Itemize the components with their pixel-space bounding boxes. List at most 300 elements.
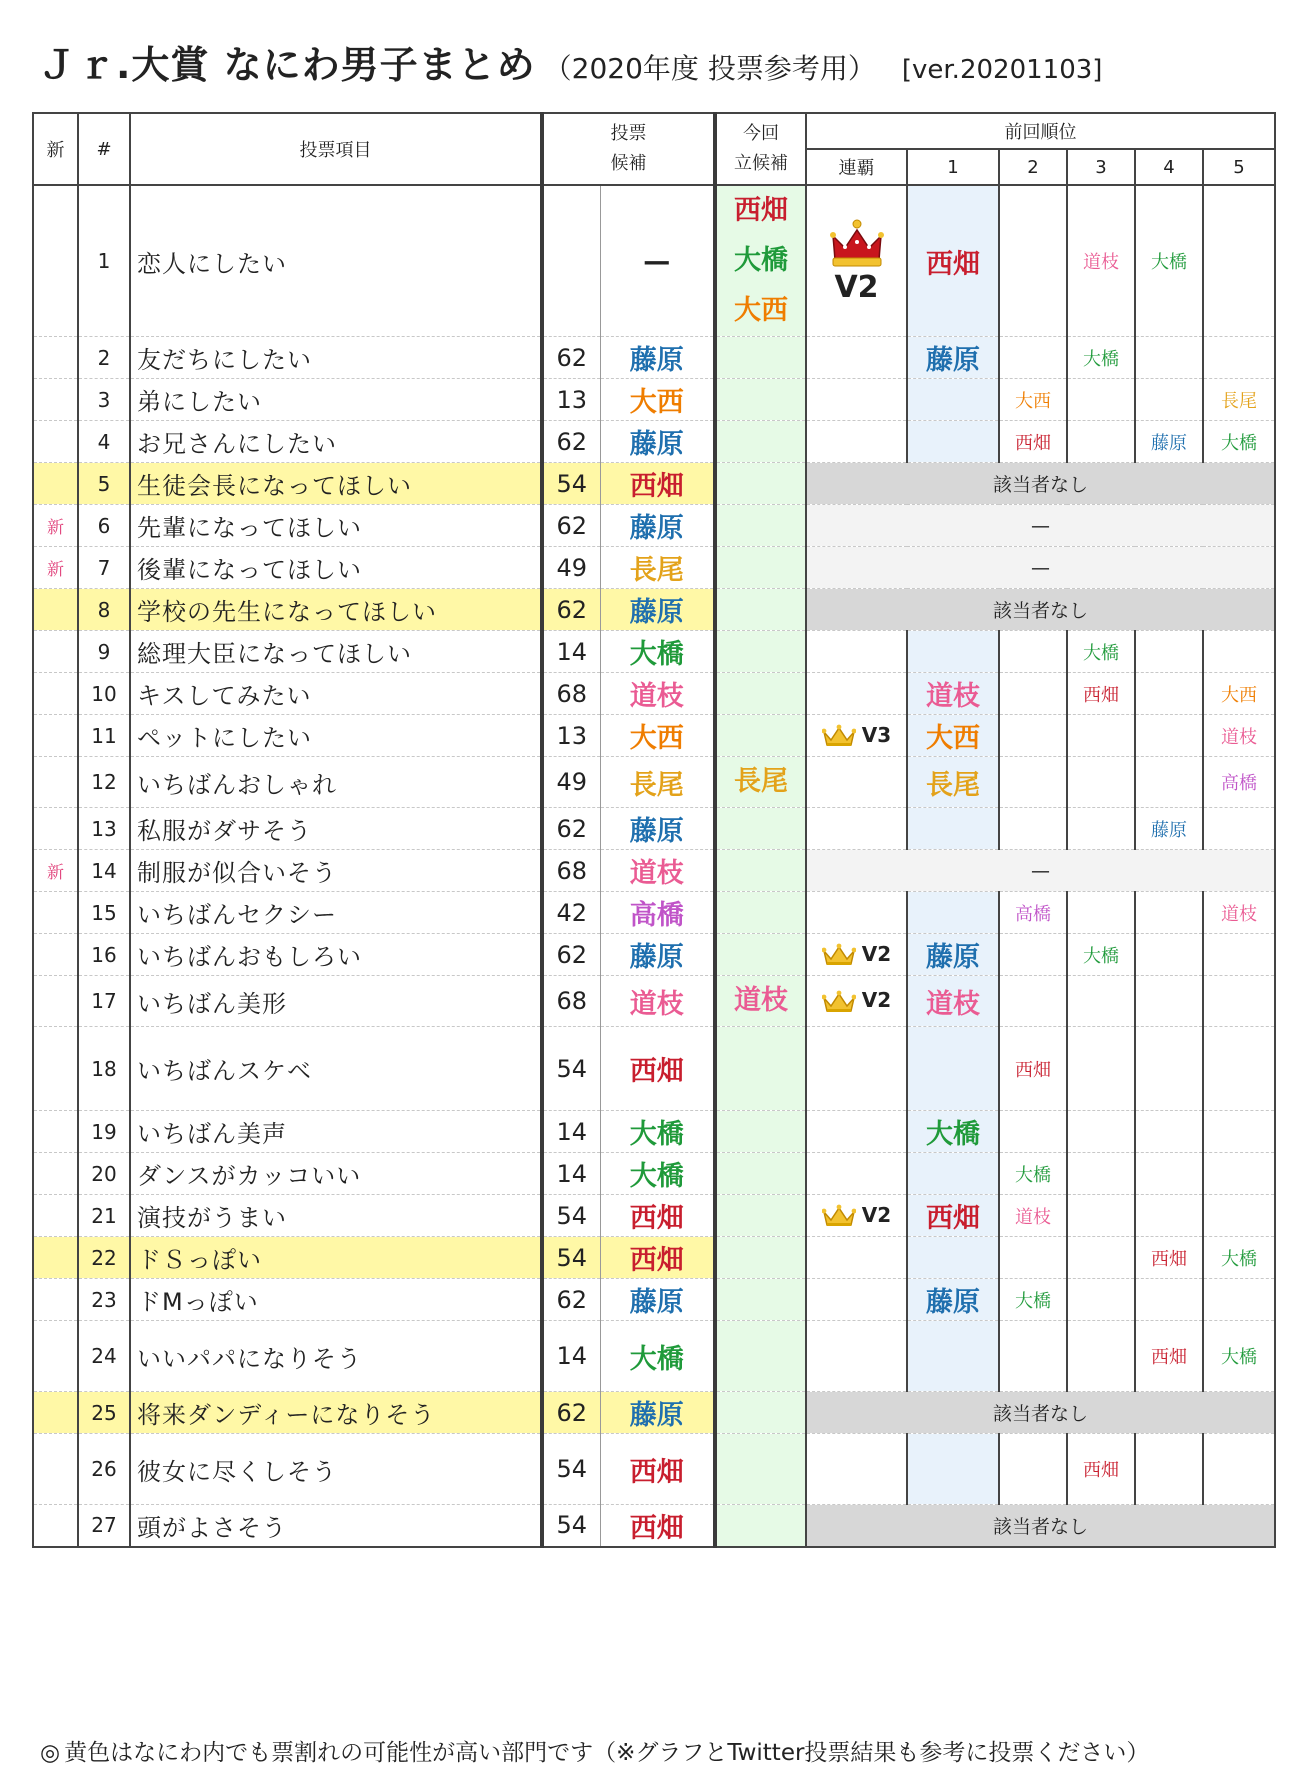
- new-badge: [33, 421, 78, 463]
- new-badge: [33, 1111, 78, 1153]
- rank-4-cell: 大橋: [1135, 185, 1203, 337]
- rank-5-cell: 道枝: [1203, 715, 1275, 757]
- vote-candidate-number: 49: [542, 547, 600, 589]
- row-number: 27: [78, 1505, 130, 1547]
- rank-4-cell: [1135, 1434, 1203, 1505]
- header-rank-2: 2: [999, 149, 1067, 185]
- new-badge: [33, 808, 78, 850]
- new-badge: [33, 673, 78, 715]
- new-badge: [33, 1505, 78, 1547]
- vote-summary-table: [32, 112, 1276, 1548]
- vote-candidate-name: 藤原: [600, 505, 715, 547]
- vote-category: いちばん美声: [130, 1111, 542, 1153]
- new-badge: [33, 976, 78, 1027]
- rank-4-cell: [1135, 631, 1203, 673]
- previous-rank-status: 該当者なし: [806, 589, 1275, 631]
- row-number: 11: [78, 715, 130, 757]
- rank-1-cell: [907, 421, 999, 463]
- vote-candidate-number: 62: [542, 421, 600, 463]
- streak-cell: [806, 1321, 907, 1392]
- new-badge: [33, 1153, 78, 1195]
- title-main: Ｊｒ.大賞 なにわ男子まとめ: [38, 43, 536, 87]
- vote-candidate-name: 大西: [600, 379, 715, 421]
- vote-candidate-number: 42: [542, 892, 600, 934]
- vote-candidate-name: 藤原: [600, 421, 715, 463]
- header-num: #: [78, 113, 130, 185]
- rank-1-cell: [907, 1237, 999, 1279]
- rank-3-cell: 大橋: [1067, 337, 1135, 379]
- rank-3-cell: [1067, 1195, 1135, 1237]
- rank-2-cell: [999, 976, 1067, 1027]
- self-nomination-cell: [715, 757, 806, 808]
- table-row: [33, 1392, 1275, 1434]
- self-nomination-cell: [715, 1237, 806, 1279]
- table-row: [33, 850, 1275, 892]
- rank-5-cell: [1203, 808, 1275, 850]
- vote-candidate-name: 藤原: [600, 934, 715, 976]
- rank-4-cell: [1135, 757, 1203, 808]
- vote-candidate-name: 藤原: [600, 589, 715, 631]
- header-rank-4: 4: [1135, 149, 1203, 185]
- vote-candidate-number: 14: [542, 1111, 600, 1153]
- rank-1-cell: 藤原: [907, 1279, 999, 1321]
- rank-3-cell: [1067, 715, 1135, 757]
- vote-candidate-name: 道枝: [600, 850, 715, 892]
- vote-candidate-name: 大西: [600, 715, 715, 757]
- vote-candidate-number: 62: [542, 337, 600, 379]
- row-number: 4: [78, 421, 130, 463]
- row-number: 6: [78, 505, 130, 547]
- vote-candidate-number: 14: [542, 631, 600, 673]
- rank-5-cell: 大橋: [1203, 1237, 1275, 1279]
- rank-4-cell: 西畑: [1135, 1237, 1203, 1279]
- vote-category: ダンスがカッコいい: [130, 1153, 542, 1195]
- rank-1-cell: 長尾: [907, 757, 999, 808]
- vote-candidate-number: 14: [542, 1153, 600, 1195]
- rank-2-cell: 高橋: [999, 892, 1067, 934]
- streak-cell: [806, 1195, 907, 1237]
- rank-5-cell: [1203, 1434, 1275, 1505]
- title-sub: （2020年度 投票参考用）: [543, 52, 876, 85]
- rank-2-cell: [999, 1321, 1067, 1392]
- row-number: 3: [78, 379, 130, 421]
- self-nomination-cell: [715, 1027, 806, 1111]
- streak-cell: [806, 673, 907, 715]
- row-number: 20: [78, 1153, 130, 1195]
- vote-candidate-number: 14: [542, 1321, 600, 1392]
- self-nomination-cell: [715, 379, 806, 421]
- header-new: 新: [33, 113, 78, 185]
- vote-candidate-number: 54: [542, 1195, 600, 1237]
- vote-summary-sheet: [32, 112, 1274, 1696]
- rank-5-cell: [1203, 185, 1275, 337]
- table-row: [33, 1321, 1275, 1392]
- vote-category: いちばんスケベ: [130, 1027, 542, 1111]
- row-number: 2: [78, 337, 130, 379]
- streak-label: V2: [861, 941, 892, 966]
- table-row: [33, 892, 1275, 934]
- row-number: 7: [78, 547, 130, 589]
- rank-2-cell: 西畑: [999, 1027, 1067, 1111]
- vote-candidate-name: 西畑: [600, 463, 715, 505]
- rank-3-cell: [1067, 379, 1135, 421]
- new-badge: [33, 1279, 78, 1321]
- rank-5-cell: [1203, 934, 1275, 976]
- vote-candidate-number: 62: [542, 1279, 600, 1321]
- self-nominee: 西畑: [734, 195, 788, 226]
- rank-2-cell: [999, 1111, 1067, 1153]
- crown-icon: [822, 724, 856, 748]
- row-number: 24: [78, 1321, 130, 1392]
- rank-1-cell: [907, 808, 999, 850]
- new-badge: [33, 1237, 78, 1279]
- rank-2-cell: [999, 934, 1067, 976]
- streak-cell: [806, 757, 907, 808]
- row-number: 18: [78, 1027, 130, 1111]
- rank-2-cell: [999, 808, 1067, 850]
- vote-candidate-number: 54: [542, 1027, 600, 1111]
- rank-2-cell: 大西: [999, 379, 1067, 421]
- crown-icon: [822, 1204, 856, 1228]
- rank-4-cell: [1135, 379, 1203, 421]
- table-row: [33, 976, 1275, 1027]
- table-row: [33, 1237, 1275, 1279]
- streak-cell: [806, 808, 907, 850]
- rank-3-cell: [1067, 1153, 1135, 1195]
- self-nomination-cell: [715, 547, 806, 589]
- vote-candidate-number: 54: [542, 1505, 600, 1547]
- previous-rank-status: 該当者なし: [806, 463, 1275, 505]
- rank-5-cell: [1203, 1195, 1275, 1237]
- rank-4-cell: [1135, 1027, 1203, 1111]
- row-number: 26: [78, 1434, 130, 1505]
- rank-1-cell: 西畑: [907, 1195, 999, 1237]
- rank-5-cell: 大西: [1203, 673, 1275, 715]
- rank-2-cell: [999, 757, 1067, 808]
- vote-candidate-name: 西畑: [600, 1195, 715, 1237]
- self-nomination-cell: [715, 589, 806, 631]
- vote-category: ドMっぽい: [130, 1279, 542, 1321]
- rank-1-cell: 西畑: [907, 185, 999, 337]
- vote-candidate-number: 54: [542, 463, 600, 505]
- streak-cell: [806, 1434, 907, 1505]
- rank-3-cell: [1067, 892, 1135, 934]
- self-nomination-cell: [715, 463, 806, 505]
- table-row: [33, 1027, 1275, 1111]
- vote-category: 彼女に尽くしそう: [130, 1434, 542, 1505]
- vote-candidate-name: 西畑: [600, 1237, 715, 1279]
- vote-candidate-name: 藤原: [600, 808, 715, 850]
- vote-candidate-number: 68: [542, 850, 600, 892]
- rank-1-cell: 藤原: [907, 337, 999, 379]
- header-streak: 連覇: [806, 149, 907, 185]
- streak-label: V2: [834, 269, 879, 305]
- streak-cell: [806, 1279, 907, 1321]
- vote-candidate-number: 49: [542, 757, 600, 808]
- vote-candidate-name: 大橋: [600, 1153, 715, 1195]
- row-number: 1: [78, 185, 130, 337]
- table-row: [33, 185, 1275, 337]
- rank-4-cell: [1135, 673, 1203, 715]
- vote-candidate-name: 道枝: [600, 976, 715, 1027]
- vote-candidate-name: 大橋: [600, 631, 715, 673]
- row-number: 16: [78, 934, 130, 976]
- rank-1-cell: [907, 1434, 999, 1505]
- table-row: [33, 589, 1275, 631]
- vote-candidate-number: 13: [542, 715, 600, 757]
- rank-5-cell: [1203, 337, 1275, 379]
- streak-cell: [806, 934, 907, 976]
- vote-category: 生徒会長になってほしい: [130, 463, 542, 505]
- vote-candidate-name: 大橋: [600, 1321, 715, 1392]
- new-badge: [33, 337, 78, 379]
- streak-cell: [806, 337, 907, 379]
- table-row: [33, 757, 1275, 808]
- vote-category: キスしてみたい: [130, 673, 542, 715]
- row-number: 12: [78, 757, 130, 808]
- rank-4-cell: [1135, 715, 1203, 757]
- vote-category: 恋人にしたい: [130, 185, 542, 337]
- rank-1-cell: 道枝: [907, 673, 999, 715]
- rank-2-cell: [999, 1434, 1067, 1505]
- self-nomination-cell: [715, 337, 806, 379]
- rank-5-cell: 長尾: [1203, 379, 1275, 421]
- rank-3-cell: [1067, 808, 1135, 850]
- rank-3-cell: 道枝: [1067, 185, 1135, 337]
- table-row: [33, 715, 1275, 757]
- rank-5-cell: 道枝: [1203, 892, 1275, 934]
- rank-1-cell: 大西: [907, 715, 999, 757]
- self-nomination-cell: [715, 1111, 806, 1153]
- vote-category: いちばんおもしろい: [130, 934, 542, 976]
- vote-candidate-number: 54: [542, 1434, 600, 1505]
- header-rank-5: 5: [1203, 149, 1275, 185]
- self-nomination-cell: [715, 1392, 806, 1434]
- rank-5-cell: [1203, 1027, 1275, 1111]
- rank-3-cell: [1067, 421, 1135, 463]
- new-badge: 新: [33, 547, 78, 589]
- previous-rank-status: —: [806, 850, 1275, 892]
- vote-category: いちばんセクシー: [130, 892, 542, 934]
- self-nomination-cell: [715, 421, 806, 463]
- rank-4-cell: 藤原: [1135, 421, 1203, 463]
- big-crown-icon: [827, 218, 887, 270]
- crown-icon: [822, 943, 856, 967]
- rank-3-cell: [1067, 757, 1135, 808]
- row-number: 8: [78, 589, 130, 631]
- new-badge: [33, 631, 78, 673]
- header-self-nomination: [715, 113, 806, 185]
- new-badge: [33, 589, 78, 631]
- self-nomination-cell: [715, 715, 806, 757]
- self-nomination-cell: [715, 892, 806, 934]
- self-nomination-cell: [715, 976, 806, 1027]
- new-badge: [33, 379, 78, 421]
- rank-1-cell: [907, 1321, 999, 1392]
- rank-4-cell: [1135, 934, 1203, 976]
- new-badge: [33, 892, 78, 934]
- previous-rank-status: 該当者なし: [806, 1392, 1275, 1434]
- new-badge: [33, 934, 78, 976]
- rank-2-cell: [999, 1237, 1067, 1279]
- rank-4-cell: [1135, 892, 1203, 934]
- self-nomination-cell: [715, 1153, 806, 1195]
- new-badge: [33, 1027, 78, 1111]
- header-cand-line1: 今回: [743, 123, 779, 144]
- rank-3-cell: [1067, 1279, 1135, 1321]
- self-nomination-cell: [715, 673, 806, 715]
- rank-5-cell: [1203, 1153, 1275, 1195]
- vote-candidate-name: 長尾: [600, 757, 715, 808]
- vote-category: ペットにしたい: [130, 715, 542, 757]
- previous-rank-status: —: [806, 547, 1275, 589]
- table-body: [33, 185, 1275, 1547]
- table-row: [33, 379, 1275, 421]
- self-nomination-cell: [715, 1505, 806, 1547]
- rank-5-cell: 高橋: [1203, 757, 1275, 808]
- new-badge: [33, 463, 78, 505]
- self-nomination-cell: [715, 1279, 806, 1321]
- new-badge: [33, 715, 78, 757]
- self-nomination-cell: [715, 1195, 806, 1237]
- vote-candidate-number: 62: [542, 934, 600, 976]
- rank-5-cell: [1203, 1279, 1275, 1321]
- vote-candidate-name: 藤原: [600, 1279, 715, 1321]
- rank-2-cell: 道枝: [999, 1195, 1067, 1237]
- rank-1-cell: [907, 379, 999, 421]
- rank-3-cell: 大橋: [1067, 631, 1135, 673]
- table-row: [33, 463, 1275, 505]
- rank-1-cell: [907, 1027, 999, 1111]
- vote-candidate-name: 西畑: [600, 1434, 715, 1505]
- vote-category: 先輩になってほしい: [130, 505, 542, 547]
- self-nomination-cell: [715, 505, 806, 547]
- rank-2-cell: [999, 715, 1067, 757]
- table-row: [33, 547, 1275, 589]
- rank-4-cell: 藤原: [1135, 808, 1203, 850]
- streak-label: V2: [861, 1202, 892, 1227]
- header-previous-rank: 前回順位: [806, 113, 1275, 149]
- previous-rank-status: —: [806, 505, 1275, 547]
- crown-icon: [822, 990, 856, 1014]
- rank-5-cell: 大橋: [1203, 1321, 1275, 1392]
- vote-category: いいパパになりそう: [130, 1321, 542, 1392]
- vote-category: 将来ダンディーになりそう: [130, 1392, 542, 1434]
- rank-2-cell: 西畑: [999, 421, 1067, 463]
- rank-3-cell: [1067, 976, 1135, 1027]
- streak-cell: [806, 1153, 907, 1195]
- row-number: 22: [78, 1237, 130, 1279]
- vote-category: 弟にしたい: [130, 379, 542, 421]
- rank-3-cell: 西畑: [1067, 673, 1135, 715]
- streak-cell: [806, 185, 907, 337]
- vote-category: 友だちにしたい: [130, 337, 542, 379]
- vote-category: 後輩になってほしい: [130, 547, 542, 589]
- vote-candidate-name: 藤原: [600, 1392, 715, 1434]
- title-version: [ver.20201103]: [901, 55, 1103, 85]
- vote-category: いちばん美形: [130, 976, 542, 1027]
- streak-cell: [806, 1111, 907, 1153]
- self-nomination-cell: [715, 934, 806, 976]
- self-nomination-cell: [715, 1434, 806, 1505]
- rank-1-cell: 大橋: [907, 1111, 999, 1153]
- rank-4-cell: [1135, 1111, 1203, 1153]
- self-nominee: 長尾: [734, 766, 788, 797]
- rank-2-cell: 大橋: [999, 1153, 1067, 1195]
- table-row: [33, 631, 1275, 673]
- rank-4-cell: 西畑: [1135, 1321, 1203, 1392]
- rank-3-cell: [1067, 1111, 1135, 1153]
- header-item: 投票項目: [130, 113, 542, 185]
- streak-cell: [806, 715, 907, 757]
- rank-4-cell: [1135, 1153, 1203, 1195]
- row-number: 14: [78, 850, 130, 892]
- rank-1-cell: [907, 631, 999, 673]
- streak-cell: [806, 892, 907, 934]
- vote-category: 演技がうまい: [130, 1195, 542, 1237]
- vote-candidate-name: 大橋: [600, 1111, 715, 1153]
- footer-note: [40, 1734, 1149, 1767]
- new-badge: [33, 185, 78, 337]
- table-row: [33, 421, 1275, 463]
- self-nominee: 大西: [734, 295, 788, 326]
- rank-5-cell: 大橋: [1203, 421, 1275, 463]
- vote-candidate-name: 藤原: [600, 337, 715, 379]
- vote-candidate-number: 62: [542, 1392, 600, 1434]
- vote-category: 私服がダサそう: [130, 808, 542, 850]
- self-nomination-cell: [715, 808, 806, 850]
- row-number: 19: [78, 1111, 130, 1153]
- streak-label: V2: [861, 988, 892, 1013]
- page-title: [38, 34, 1102, 89]
- streak-cell: [806, 631, 907, 673]
- rank-4-cell: [1135, 1195, 1203, 1237]
- header-vote-line2: 候補: [610, 153, 647, 174]
- rank-2-cell: [999, 673, 1067, 715]
- header-rank-3: 3: [1067, 149, 1135, 185]
- row-number: 13: [78, 808, 130, 850]
- new-badge: 新: [33, 850, 78, 892]
- vote-candidate-name: 長尾: [600, 547, 715, 589]
- self-nomination-cell: [715, 850, 806, 892]
- row-number: 9: [78, 631, 130, 673]
- table-row: [33, 808, 1275, 850]
- vote-candidate-number: 68: [542, 976, 600, 1027]
- table-row: [33, 1505, 1275, 1547]
- new-badge: [33, 1195, 78, 1237]
- previous-rank-status: 該当者なし: [806, 1505, 1275, 1547]
- streak-cell: [806, 421, 907, 463]
- row-number: 17: [78, 976, 130, 1027]
- vote-category: ドＳっぽい: [130, 1237, 542, 1279]
- table-row: [33, 505, 1275, 547]
- rank-4-cell: [1135, 337, 1203, 379]
- rank-4-cell: [1135, 1279, 1203, 1321]
- rank-2-cell: [999, 631, 1067, 673]
- rank-3-cell: 大橋: [1067, 934, 1135, 976]
- new-badge: [33, 757, 78, 808]
- vote-candidate-name: 西畑: [600, 1027, 715, 1111]
- header-vote-line1: 投票: [610, 123, 647, 144]
- rank-1-cell: 藤原: [907, 934, 999, 976]
- self-nomination-cell: [715, 631, 806, 673]
- new-badge: 新: [33, 505, 78, 547]
- vote-candidate-number: [542, 185, 600, 337]
- vote-candidate-number: 68: [542, 673, 600, 715]
- new-badge: [33, 1321, 78, 1392]
- vote-candidate-number: 13: [542, 379, 600, 421]
- row-number: 21: [78, 1195, 130, 1237]
